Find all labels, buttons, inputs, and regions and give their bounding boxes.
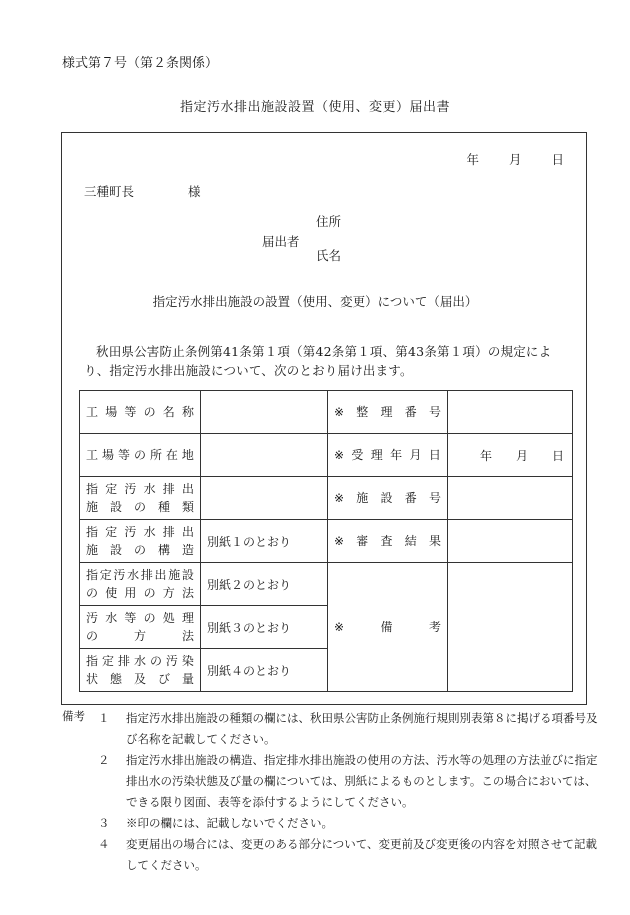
note-item: ４ 変更届出の場合には、変更のある部分について、変更前及び変更後の内容を対照させて記載してください。 [98,837,598,872]
document-title: 指定汚水排出施設設置（使用、変更）届出書 [179,100,450,115]
addressee-name: 三種町長 [84,184,135,199]
label-review-result: ※ 審 査 結 果 [328,520,448,563]
date-line [466,150,564,168]
label-factory-name: 工 場 等 の 名 称 [80,391,201,434]
addressee-honorific: 様 [188,184,201,199]
notifier-label: 届出者 [262,234,300,249]
body-text: 秋田県公害防止条例第41条第１項（第42条第１項、第43条第１項）の規定により、指定汚水排出施設について、次のとおり届け出ます。 [84,344,552,378]
value-treatment-method: 別紙３のとおり [201,606,328,649]
form-number: 様式第７号（第２条関係） [62,56,219,71]
label-pollution-status: 指 定 排 水 の 汚 染 状 態 及 び 量 [80,649,201,692]
received-day: 日 [551,448,564,463]
label-factory-location: 工 場 等 の 所 在 地 [80,434,201,477]
note-item: ２ 指定汚水排出施設の構造、指定排水排出施設の使用の方法、汚水等の処理の方法並びに指定排出水の汚染状態及び量の欄については、別紙によるものとします。この場合においては、できる限り図面、表等を添付するようにしてください。 [98,753,598,809]
received-month: 月 [515,448,528,463]
addressee [84,182,201,200]
value-pollution-status: 別紙４のとおり [201,649,328,692]
label-facility-structure: 指 定 汚 水 排 出 施 設 の 構 造 [80,520,201,563]
value-factory-name[interactable] [201,391,328,434]
note-item: １ 指定汚水排出施設の種類の欄には、秋田県公害防止条例施行規則別表第８に掲げる項番号及び名称を記載してください。 [98,711,598,746]
value-remarks [448,563,573,692]
label-received-date: ※ 受 理 年 月 日 [328,434,448,477]
label-usage-method: 指 定 汚 水 排 出 施 設 の 使 用 の 方 法 [80,563,201,606]
value-factory-location[interactable] [201,434,328,477]
date-day: 日 [551,152,564,167]
value-facility-type[interactable] [201,477,328,520]
label-facility-type: 指 定 汚 水 排 出 施 設 の 種 類 [80,477,201,520]
address-label: 住所 [316,214,342,229]
value-facility-number [448,477,573,520]
note-item: ３ ※印の欄には、記載しないでください。 [98,816,333,830]
date-month: 月 [508,152,522,167]
label-remarks: ※ 備 考 [328,563,448,692]
value-review-result [448,520,573,563]
value-ref-number [448,391,573,434]
received-year: 年 [479,448,492,463]
value-usage-method: 別紙２のとおり [201,563,328,606]
label-treatment-method: 汚 水 等 の 処 理 の 方 法 [80,606,201,649]
name-label: 氏名 [316,248,342,263]
value-facility-structure: 別紙１のとおり [201,520,328,563]
notification-table [79,390,573,692]
date-year: 年 [466,152,479,167]
notes-heading: 備考 [62,709,85,723]
label-ref-number: ※ 整 理 番 号 [328,391,448,434]
value-received-date [448,434,573,477]
subject-line: 指定汚水排出施設の設置（使用、変更）について（届出） [152,294,478,309]
label-facility-number: ※ 施 設 番 号 [328,477,448,520]
